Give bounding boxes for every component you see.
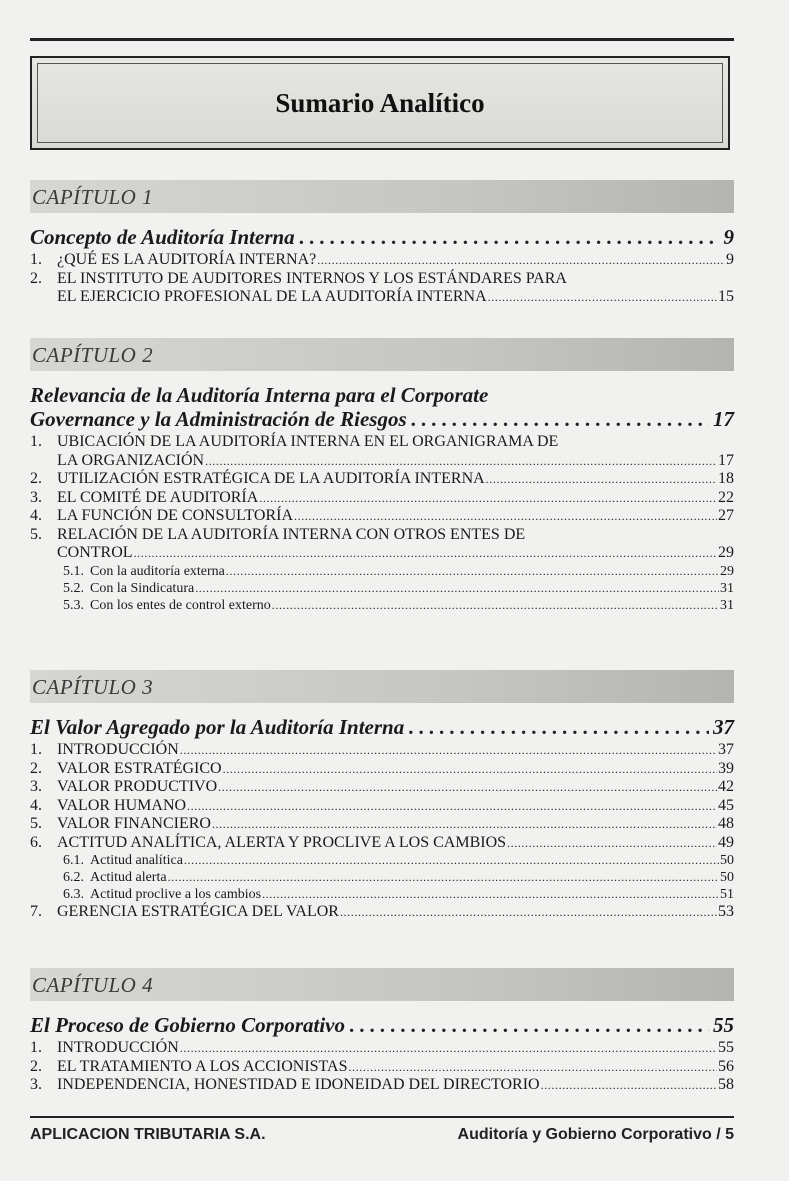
toc-entry: 1. UBICACIÓN DE LA AUDITORÍA INTERNA EN EL ORGANIGRAMA DE [30,433,559,450]
toc-entry: CONTROL ..... 29 [30,544,734,563]
dot-leader [408,715,709,739]
chapter-heading-text: Governance y la Administración de Riesgos [30,407,407,431]
toc-entry: 3. EL COMITÉ DE AUDITORÍA ..... 22 [30,489,734,508]
toc-subentry: 5.2. Con la Sindicatura ..... 31 [30,580,734,597]
chapter-label: CAPÍTULO 4 [32,973,154,997]
toc-entry: 2. EL INSTITUTO DE AUDITORES INTERNOS Y LOS ESTÁNDARES PARA [30,269,567,287]
dot-leader [299,225,720,249]
chapter-2 [30,338,734,614]
chapter-bar [30,670,734,703]
toc-entry: LA ORGANIZACIÓN ..... 17 [30,452,734,471]
chapter-heading-text: Concepto de Auditoría Interna [30,225,295,249]
toc-entry: EL EJERCICIO PROFESIONAL DE LA AUDITORÍA INTERNA ..... 15 [30,288,734,307]
footer-book-title-page: Auditoría y Gobierno Corporativo / 5 [457,1126,734,1143]
chapter-heading-text: El Valor Agregado por la Auditoría Interna [30,715,405,739]
toc-entry: 2. EL TRATAMIENTO A LOS ACCIONISTAS ..... 56 [30,1058,734,1077]
toc-entry: 3. INDEPENDENCIA, HONESTIDAD E IDONEIDAD DEL DIRECTORIO ..... 58 [30,1076,734,1095]
chapter-label: CAPÍTULO 3 [32,675,154,699]
toc-subentry: 6.1. Actitud analítica ..... 50 [30,852,734,869]
toc-entry: 5. RELACIÓN DE LA AUDITORÍA INTERNA CON OTROS ENTES DE [30,525,526,543]
chapter-page-number: 17 [713,407,734,431]
toc-entry: 4. VALOR HUMANO ..... 45 [30,797,734,816]
toc-entry: 2. VALOR ESTRATÉGICO ..... 39 [30,760,734,779]
toc-subentry: 5.3. Con los entes de control externo ..... 31 [30,597,734,614]
entries-list [30,741,734,922]
toc-subentry: 5.1. Con la auditoría externa ..... 29 [30,563,734,580]
toc-entry: 3. VALOR PRODUCTIVO ..... 42 [30,778,734,797]
toc-entry: 2. UTILIZACIÓN ESTRATÉGICA DE LA AUDITORÍA INTERNA ..... 18 [30,470,734,489]
chapter-heading [30,383,734,431]
chapter-page-number: 9 [723,225,734,249]
toc-entry: 6. ACTITUD ANALÍTICA, ALERTA Y PROCLIVE A LOS CAMBIOS ..... 49 [30,834,734,853]
chapter-4 [30,968,734,1095]
top-rule [30,38,734,41]
title-box [30,56,730,150]
toc-page [30,0,734,1181]
chapter-heading-text: Relevancia de la Auditoría Interna para el Corporate [30,383,489,407]
chapter-bar [30,180,734,213]
chapter-3 [30,670,734,922]
dot-leader [411,407,709,431]
toc-entry: 1. INTRODUCCIÓN ..... 55 [30,1039,734,1058]
page-footer [30,1126,734,1144]
chapter-heading [30,225,734,249]
toc-subentry: 6.2. Actitud alerta ..... 50 [30,869,734,886]
footer-publisher: APLICACION TRIBUTARIA S.A. [30,1126,266,1143]
toc-entry: 4. LA FUNCIÓN DE CONSULTORÍA ..... 27 [30,507,734,526]
chapter-1 [30,180,734,307]
dot-leader [349,1013,709,1037]
toc-entry: 1. INTRODUCCIÓN ..... 37 [30,741,734,760]
chapter-heading [30,715,734,739]
chapter-label: CAPÍTULO 2 [32,343,154,367]
entries-list [30,251,734,307]
chapter-bar [30,338,734,371]
toc-entry: 1. ¿QUÉ ES LA AUDITORÍA INTERNA? ..... 9 [30,251,734,270]
chapter-page-number: 37 [713,715,734,739]
page-title: Sumario Analítico [275,88,485,118]
entries-list [30,433,734,614]
chapter-heading [30,1013,734,1037]
toc-entry: 5. VALOR FINANCIERO ..... 48 [30,815,734,834]
footer-rule [30,1116,734,1118]
chapter-label: CAPÍTULO 1 [32,185,154,209]
toc-subentry: 6.3. Actitud proclive a los cambios ..... 51 [30,886,734,903]
chapter-heading-text: El Proceso de Gobierno Corporativo [30,1013,345,1037]
toc-entry: 7. GERENCIA ESTRATÉGICA DEL VALOR ..... 53 [30,903,734,922]
chapter-page-number: 55 [713,1013,734,1037]
chapter-bar [30,968,734,1001]
entries-list [30,1039,734,1095]
